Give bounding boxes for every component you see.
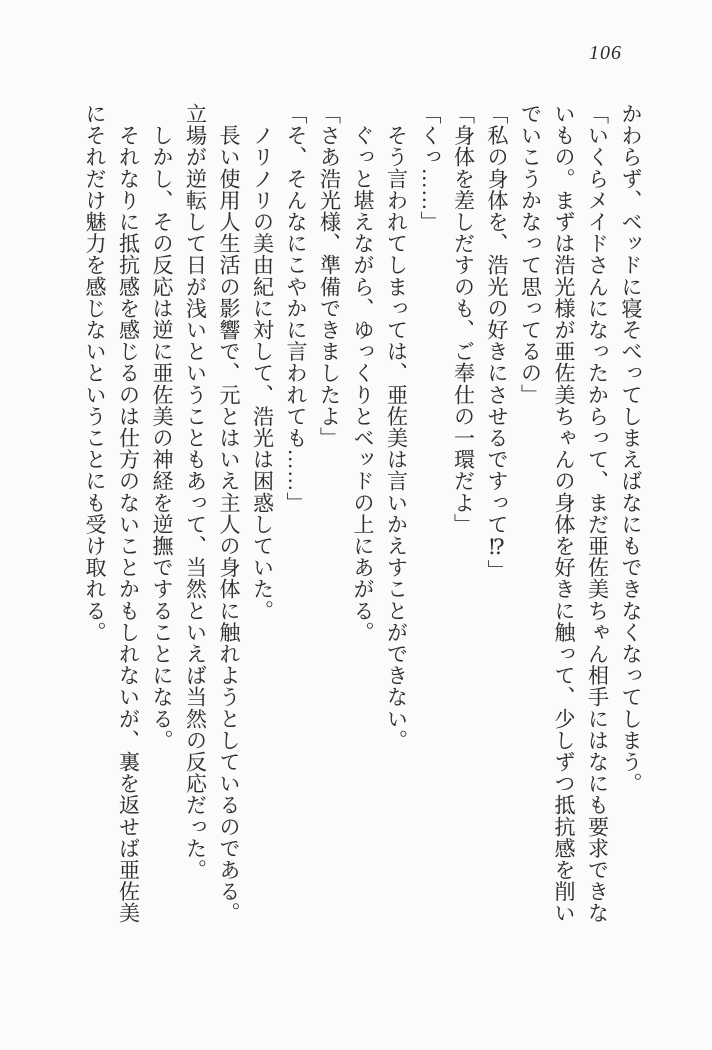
page-number: 106 (589, 42, 622, 64)
text-column: しかし、その反応は逆に亜佐美の神経を逆撫ですることになる。 (150, 103, 174, 751)
text-column: かわらず、ベッドに寝そべってしまえばなにもできなくなってしまう。 (619, 103, 643, 795)
text-column: 長い使用人生活の影響で、元とはいえ主人の身体に触れようとしているのである。 (217, 103, 241, 924)
text-column: 「身体を差しだすのも、ご奉仕の一環だよ」 (451, 103, 476, 535)
text-column: ぐっと堪えながら、ゆっくりとベッドの上にあがる。 (351, 103, 375, 643)
text-column: 「そ、そんなにこやかに言われても……」 (284, 103, 308, 514)
text-column: 「私の身体を、浩光の好きにさせるですって⁉」 (485, 103, 509, 582)
text-column: そう言われてしまっては、亜佐美は言いかえすことができない。 (384, 103, 409, 751)
text-column: でいこうかなって思ってるの」 (518, 103, 543, 406)
text-column: 「いくらメイドさんになったからって、まだ亜佐美ちゃん相手にはなにも要求できな (585, 103, 610, 924)
text-column: 「くっ……」 (418, 103, 442, 233)
text-column: 立場が逆転して日が浅いということもあって、当然といえば当然の反応だった。 (183, 103, 208, 881)
text-column: ノリノリの美由紀に対して、浩光は困惑していた。 (250, 103, 275, 622)
text-column: にそれだけ魅力を感じないということにも受け取れる。 (83, 103, 107, 643)
text-column: 「さあ浩光様、準備できましたよ」 (317, 103, 342, 449)
text-column: いもの。まずは浩光様が亜佐美ちゃんの身体を好きに触って、少しずつ抵抗感を削い (552, 103, 576, 924)
text-column: それなりに抵抗感を感じるのは仕方のないことかもしれないが、裏を返せば亜佐美 (116, 103, 141, 924)
